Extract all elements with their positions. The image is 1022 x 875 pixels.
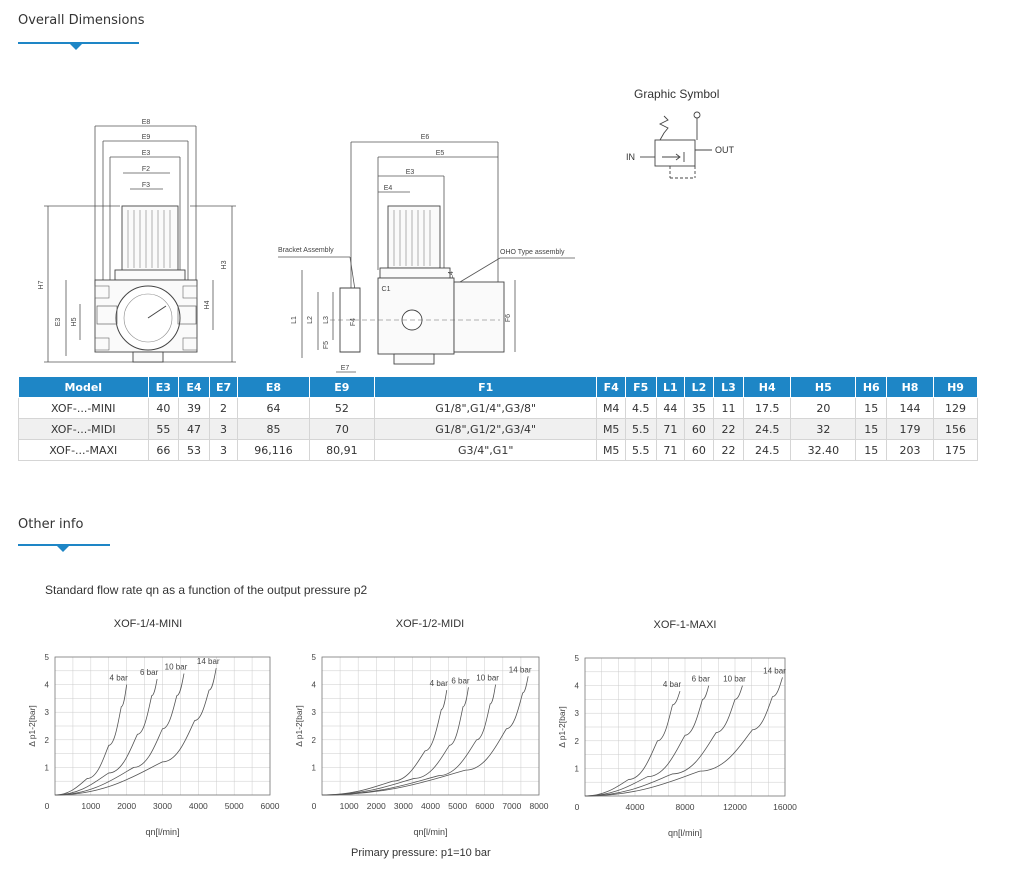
dim-label: L4: [448, 271, 455, 279]
table-cell: 5.5: [625, 419, 656, 440]
table-cell: 40: [148, 398, 179, 419]
dim-label: E5: [435, 150, 445, 157]
table-cell: 53: [179, 440, 210, 461]
table-cell: 15: [856, 440, 887, 461]
dim-label: L1: [291, 316, 298, 324]
column-header: F4: [597, 377, 626, 398]
column-header: H4: [744, 377, 791, 398]
out-port-label: OUT: [715, 145, 734, 155]
table-cell: 15: [856, 398, 887, 419]
column-header: L2: [685, 377, 714, 398]
dimensions-table: [18, 376, 978, 461]
y-tick-label: 2: [44, 735, 49, 745]
series-line: [55, 674, 184, 795]
y-tick-label: 1: [44, 763, 49, 773]
column-header: H6: [856, 377, 887, 398]
table-row: [19, 419, 978, 440]
table-cell: 2: [209, 398, 238, 419]
column-header: F1: [375, 377, 597, 398]
table-cell: 52: [309, 398, 374, 419]
series-label: 6 bar: [691, 674, 710, 684]
y-tick-label: 5: [44, 653, 49, 662]
table-header-row: [19, 377, 978, 398]
bracket-assembly-label: Bracket Assembly: [278, 247, 334, 254]
table-cell: 20: [791, 398, 856, 419]
dim-label: F5: [323, 340, 330, 350]
dim-label: E8: [141, 119, 151, 126]
series-label: 10 bar: [723, 674, 746, 684]
table-cell: 129: [934, 398, 978, 419]
series-label: 10 bar: [476, 673, 499, 683]
table-row: [19, 440, 978, 461]
x-tick-label: 5000: [448, 801, 468, 811]
column-header: E3: [148, 377, 179, 398]
dim-label: H7: [38, 280, 45, 290]
series-label: 10 bar: [164, 662, 188, 672]
table-cell: 32: [791, 419, 856, 440]
table-cell: 60: [685, 419, 714, 440]
x-tick-label: 8000: [529, 801, 549, 811]
table-cell: 71: [656, 419, 685, 440]
table-cell: 24.5: [744, 440, 791, 461]
y-tick-label: 1: [574, 764, 579, 774]
x-tick-label: 0: [574, 802, 580, 812]
column-header: L1: [656, 377, 685, 398]
table-cell: G3/4",G1": [375, 440, 597, 461]
series-line: [585, 691, 680, 796]
section-title-other-info: Other info: [18, 517, 84, 532]
table-cell: 22: [713, 419, 744, 440]
dim-label: F3: [141, 182, 151, 189]
x-tick-label: 4000: [188, 801, 208, 811]
table-cell: 70: [309, 419, 374, 440]
series-line: [322, 687, 468, 795]
table-cell: 11: [713, 398, 744, 419]
table-cell: 144: [887, 398, 934, 419]
chart-title: XOF-1/2-MIDI: [395, 618, 465, 630]
dim-label: E3: [55, 317, 62, 327]
x-axis-label: qn[l/min]: [413, 827, 448, 837]
table-cell: M4: [597, 398, 626, 419]
column-header: E9: [309, 377, 374, 398]
x-tick-label: 3000: [153, 801, 172, 811]
dim-label: E3: [141, 150, 151, 157]
technical-drawing: [0, 0, 1022, 375]
table-cell: 3: [209, 419, 238, 440]
table-cell: 15: [856, 419, 887, 440]
series-label: 4 bar: [429, 679, 448, 689]
table-cell: 156: [934, 419, 978, 440]
y-tick-label: 4: [44, 680, 49, 690]
chart-title: XOF-1/4-MINI: [113, 618, 183, 630]
x-tick-label: 1000: [339, 801, 359, 811]
table-cell: 179: [887, 419, 934, 440]
x-tick-label: 6000: [475, 801, 495, 811]
dim-label: C1: [381, 286, 391, 293]
section-arrow: [57, 546, 69, 552]
x-tick-label: 2000: [117, 801, 137, 811]
table-cell: 22: [713, 440, 744, 461]
series-label: 4 bar: [662, 680, 682, 690]
table-cell: 203: [887, 440, 934, 461]
x-tick-label: 4000: [421, 801, 440, 811]
table-cell: 24.5: [744, 419, 791, 440]
dim-label: H4: [204, 300, 211, 310]
x-tick-label: 8000: [675, 802, 695, 812]
flow-charts: [0, 605, 1022, 875]
dim-label: L2: [307, 316, 314, 324]
y-tick-label: 4: [311, 680, 316, 690]
series-line: [322, 673, 528, 795]
x-tick-label: 0: [311, 801, 317, 811]
x-axis-label: qn[l/min]: [667, 828, 703, 838]
y-tick-label: 3: [574, 709, 579, 719]
table-cell: 44: [656, 398, 685, 419]
table-cell: 39: [179, 398, 210, 419]
x-tick-label: 3000: [393, 801, 413, 811]
table-cell: 17.5: [744, 398, 791, 419]
dim-label: F6: [505, 313, 512, 323]
dim-label: H3: [221, 260, 228, 270]
series-label: 14 bar: [763, 666, 786, 676]
table-row: [19, 398, 978, 419]
column-header: Model: [19, 377, 149, 398]
table-cell: G1/8",G1/2",G3/4": [375, 419, 597, 440]
y-tick-label: 1: [311, 763, 316, 773]
column-header: E8: [238, 377, 309, 398]
table-cell: 80,91: [309, 440, 374, 461]
y-tick-label: 3: [44, 708, 49, 718]
series-line: [55, 668, 216, 795]
x-tick-label: 1000: [81, 801, 101, 811]
table-cell: 64: [238, 398, 309, 419]
table-cell: 66: [148, 440, 179, 461]
series-label: 4 bar: [109, 673, 128, 683]
table-cell: XOF-...-MINI: [19, 398, 149, 419]
table-cell: M5: [597, 440, 626, 461]
oho-assembly-label: OHO Type assembly: [500, 249, 565, 256]
y-tick-label: 5: [311, 653, 316, 662]
x-tick-label: 16000: [773, 802, 797, 812]
series-line: [55, 679, 157, 795]
x-tick-label: 6000: [260, 801, 280, 811]
dim-label: E9: [141, 134, 151, 141]
dim-label: E3: [405, 169, 415, 176]
table-cell: 55: [148, 419, 179, 440]
dim-label: H5: [71, 317, 78, 327]
table-cell: G1/8",G1/4",G3/8": [375, 398, 597, 419]
table-cell: 32.40: [791, 440, 856, 461]
column-header: E4: [179, 377, 210, 398]
table-cell: 175: [934, 440, 978, 461]
table-cell: 4.5: [625, 398, 656, 419]
section-title-overall-dimensions: Overall Dimensions: [18, 13, 145, 28]
series-line: [322, 690, 447, 795]
column-header: E7: [209, 377, 238, 398]
graphic-symbol-title: Graphic Symbol: [634, 87, 720, 101]
x-axis-label: qn[l/min]: [145, 827, 180, 837]
y-axis-label: Δ p1-2[bar]: [294, 705, 304, 747]
x-tick-label: 5000: [224, 801, 244, 811]
flow-chart-subtitle: Standard flow rate qn as a function of the output pressure p2: [45, 583, 368, 597]
dim-label: F2: [141, 166, 151, 173]
y-tick-label: 3: [311, 708, 316, 718]
column-header: L3: [713, 377, 744, 398]
table-cell: 71: [656, 440, 685, 461]
y-tick-label: 5: [574, 654, 579, 663]
table-cell: XOF-...-MAXI: [19, 440, 149, 461]
series-label: 6 bar: [140, 668, 159, 678]
table-cell: 5.5: [625, 440, 656, 461]
x-tick-label: 12000: [723, 802, 747, 812]
table-cell: XOF-...-MIDI: [19, 419, 149, 440]
x-tick-label: 2000: [366, 801, 386, 811]
y-axis-label: Δ p1-2[bar]: [557, 706, 567, 748]
x-tick-label: 0: [44, 801, 50, 811]
dim-label: F4: [350, 317, 357, 327]
table-cell: 3: [209, 440, 238, 461]
column-header: H9: [934, 377, 978, 398]
column-header: H5: [791, 377, 856, 398]
table-cell: M5: [597, 419, 626, 440]
in-port-label: IN: [626, 152, 635, 162]
dim-label: E4: [383, 185, 393, 192]
x-tick-label: 4000: [625, 802, 645, 812]
dim-label: E7: [340, 365, 350, 372]
primary-pressure-note: Primary pressure: p1=10 bar: [351, 847, 491, 859]
table-cell: 60: [685, 440, 714, 461]
dim-label: L3: [323, 316, 330, 324]
series-label: 14 bar: [508, 665, 532, 675]
chart-title: XOF-1-MAXI: [653, 619, 717, 631]
table-cell: 96,116: [238, 440, 309, 461]
column-header: H8: [887, 377, 934, 398]
x-tick-label: 7000: [502, 801, 522, 811]
y-tick-label: 4: [574, 681, 579, 691]
table-cell: 35: [685, 398, 714, 419]
series-label: 6 bar: [451, 676, 470, 686]
y-tick-label: 2: [574, 736, 579, 746]
table-cell: 47: [179, 419, 210, 440]
table-cell: 85: [238, 419, 309, 440]
column-header: F5: [625, 377, 656, 398]
y-tick-label: 2: [311, 735, 316, 745]
dim-label: E6: [420, 134, 430, 141]
series-label: 14 bar: [196, 657, 220, 667]
y-axis-label: Δ p1-2[bar]: [27, 705, 37, 747]
